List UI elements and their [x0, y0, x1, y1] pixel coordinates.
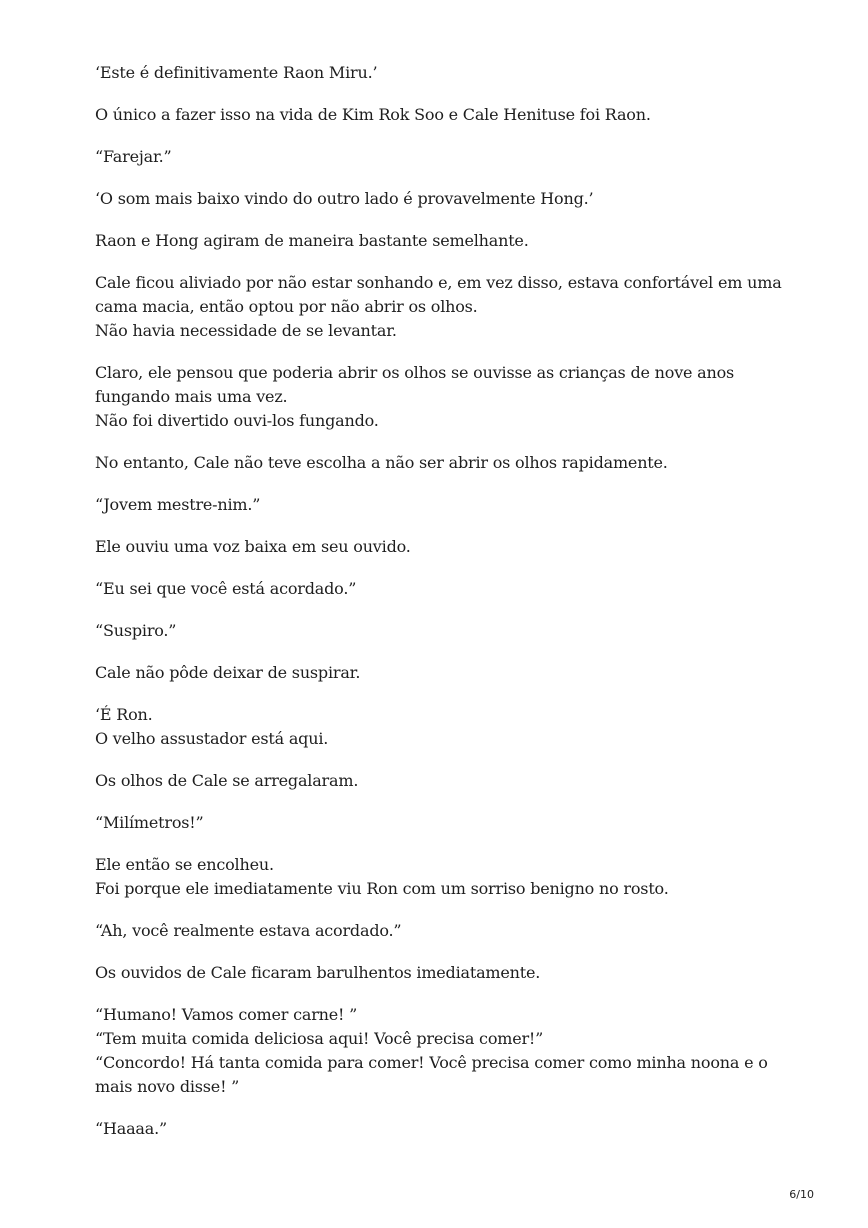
text-line: O velho assustador está aqui.	[95, 729, 329, 748]
text-line: “Humano! Vamos comer carne! ”	[95, 1005, 358, 1024]
text-line: “Jovem mestre-nim.”	[95, 495, 261, 514]
text-line: “Ah, você realmente estava acordado.”	[95, 921, 402, 940]
paragraph	[95, 145, 795, 169]
paragraph	[95, 769, 795, 793]
paragraph	[95, 661, 795, 685]
paragraph	[95, 103, 795, 127]
text-line: Claro, ele pensou que poderia abrir os olhos se ouvisse as crianças de nove anos	[95, 363, 735, 382]
text-line: “Suspiro.”	[95, 621, 177, 640]
paragraph	[95, 919, 795, 943]
paragraph	[95, 361, 795, 433]
text-line: Foi porque ele imediatamente viu Ron com um sorriso benigno no rosto.	[95, 879, 669, 898]
text-line: Não foi divertido ouvi-los fungando.	[95, 411, 379, 430]
text-line: Os ouvidos de Cale ficaram barulhentos imediatamente.	[95, 963, 541, 982]
text-line: ‘O som mais baixo vindo do outro lado é provavelmente Hong.’	[95, 189, 594, 208]
paragraph	[95, 451, 795, 475]
paragraph	[95, 535, 795, 559]
text-line: Ele ouviu uma voz baixa em seu ouvido.	[95, 537, 411, 556]
text-line: mais novo disse! ”	[95, 1077, 240, 1096]
text-line: ‘Este é definitivamente Raon Miru.’	[95, 63, 378, 82]
text-line: “Eu sei que você está acordado.”	[95, 579, 357, 598]
paragraph	[95, 229, 795, 253]
paragraph	[95, 619, 795, 643]
text-line: “Tem muita comida deliciosa aqui! Você precisa comer!”	[95, 1029, 544, 1048]
text-line: fungando mais uma vez.	[95, 387, 288, 406]
text-line: “Farejar.”	[95, 147, 172, 166]
text-line: O único a fazer isso na vida de Kim Rok Soo e Cale Henituse foi Raon.	[95, 105, 651, 124]
text-line: “Concordo! Há tanta comida para comer! Você precisa comer como minha noona e o	[95, 1053, 768, 1072]
text-line: Não havia necessidade de se levantar.	[95, 321, 397, 340]
paragraph	[95, 703, 795, 751]
text-line: Ele então se encolheu.	[95, 855, 274, 874]
paragraph	[95, 61, 795, 85]
paragraph	[95, 853, 795, 901]
text-line: Raon e Hong agiram de maneira bastante semelhante.	[95, 231, 529, 250]
text-line: Cale ficou aliviado por não estar sonhando e, em vez disso, estava confortável em uma	[95, 273, 782, 292]
paragraph	[95, 187, 795, 211]
paragraph	[95, 1003, 795, 1099]
text-line: cama macia, então optou por não abrir os olhos.	[95, 297, 478, 316]
text-line: “Haaaa.”	[95, 1119, 167, 1138]
text-line: Cale não pôde deixar de suspirar.	[95, 663, 361, 682]
paragraph	[95, 271, 795, 343]
page-number: 6/10	[789, 1188, 814, 1201]
text-line: No entanto, Cale não teve escolha a não ser abrir os olhos rapidamente.	[95, 453, 668, 472]
paragraph	[95, 577, 795, 601]
paragraph	[95, 493, 795, 517]
text-line: Os olhos de Cale se arregalaram.	[95, 771, 359, 790]
text-line: ‘É Ron.	[95, 705, 153, 724]
text-line: “Milímetros!”	[95, 813, 204, 832]
document-body	[95, 61, 795, 1159]
paragraph	[95, 1117, 795, 1141]
paragraph	[95, 961, 795, 985]
paragraph	[95, 811, 795, 835]
